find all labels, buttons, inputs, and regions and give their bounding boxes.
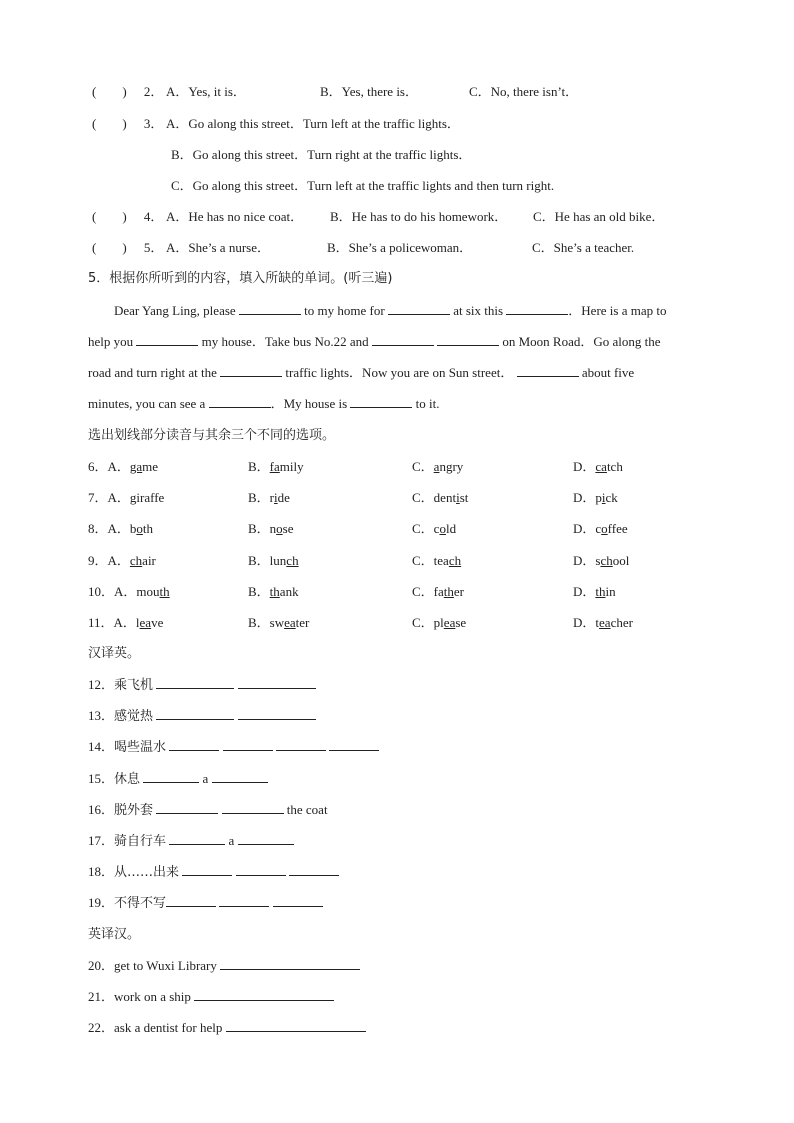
answer-blank[interactable] (289, 863, 339, 876)
question-number: 9．A． (88, 552, 130, 568)
given-word: a (202, 770, 209, 786)
c2e-item (88, 676, 316, 695)
phonics-option-d (573, 552, 629, 570)
word-suffix: ngry (439, 459, 464, 474)
word-suffix: in (605, 583, 616, 599)
phonics-option-b (248, 458, 304, 476)
phonics-option-a (88, 583, 170, 601)
question-2 (88, 83, 246, 101)
word-suffix: th (142, 521, 154, 537)
e2c-item (88, 957, 360, 975)
underlined-letters: th (443, 583, 454, 599)
answer-blank[interactable] (388, 302, 450, 315)
question-number: 14． (88, 739, 115, 755)
chinese-phrase: 从……出来 (114, 865, 180, 881)
phonics-option-d (573, 614, 633, 632)
phonics-option-d (573, 489, 618, 507)
answer-blank[interactable] (222, 801, 284, 814)
underlined-letters: th (159, 583, 170, 599)
word-prefix: B． (248, 583, 270, 599)
underlined-letters: o (276, 521, 283, 537)
c2e-item (88, 738, 379, 757)
phonics-option-c (412, 614, 466, 632)
underlined-letters: fa (269, 459, 280, 474)
word-suffix: tch (606, 459, 623, 474)
c2e-item (88, 707, 316, 726)
underlined-letters: ch (448, 552, 462, 568)
question-4 (88, 208, 303, 226)
passage-line-4: minutes, you can see a ．My house is to it. (88, 396, 440, 411)
underlined-letters: o (136, 521, 143, 537)
word-prefix: D．c (573, 521, 602, 537)
word-prefix: D．t (573, 615, 600, 630)
phonics-option-b (248, 614, 309, 632)
answer-blank[interactable] (350, 395, 412, 408)
answer-blank[interactable] (517, 364, 579, 377)
answer-blank[interactable] (194, 988, 334, 1001)
word-suffix: air (142, 552, 156, 568)
question-2-option-c: C．No, there isn’t． (469, 84, 579, 99)
answer-blank[interactable] (143, 770, 199, 783)
underlined-letters: i (456, 490, 460, 506)
answer-blank[interactable] (372, 333, 434, 346)
word-suffix: me (142, 459, 159, 474)
chinese-phrase: 感觉热 (114, 709, 154, 725)
answer-blank[interactable] (209, 395, 271, 408)
answer-paren: ( ) (92, 116, 127, 131)
answer-blank[interactable] (506, 302, 568, 315)
phonics-option-c (412, 552, 461, 570)
answer-paren: ( ) (92, 84, 127, 99)
question-number: 2． (143, 84, 164, 99)
c2e-item (88, 801, 328, 820)
question-number: 3． (143, 116, 164, 131)
answer-blank[interactable] (169, 832, 225, 845)
question-number: 16． (88, 801, 115, 817)
word-prefix: D．p (573, 490, 602, 506)
chinese-phrase: 脱外套 (114, 802, 154, 818)
underlined-letters: th (595, 583, 606, 599)
c2e-title: 汉译英。 (88, 646, 141, 661)
underlined-letters: ea (443, 615, 456, 630)
phonics-option-c (412, 583, 464, 601)
question-number: 22． (88, 1020, 115, 1036)
question-number: 18． (88, 864, 115, 880)
phonics-option-c (412, 520, 456, 538)
option-a: A．Go along this street．Turn left at the traffic lights． (165, 116, 460, 131)
passage-line-1: Dear Yang Ling, please to my home for at six this ．Here is a map to (114, 303, 667, 318)
word-suffix: ool (612, 552, 630, 568)
word-suffix: iraffe (136, 490, 165, 506)
word-prefix: B． (248, 459, 270, 474)
english-phrase: get to Wuxi Library (114, 958, 217, 973)
answer-blank[interactable] (166, 894, 216, 907)
question-number: 6．A． (88, 459, 130, 474)
phonics-option-b (248, 552, 299, 570)
word-suffix: ter (295, 615, 310, 630)
phonics-option-c (412, 489, 468, 507)
answer-blank[interactable] (236, 863, 286, 876)
word-prefix: C． (412, 459, 434, 474)
word-suffix: er (453, 583, 465, 599)
question-number: 13． (88, 708, 115, 724)
phonics-option-a (88, 489, 164, 507)
option-a: A．She’s a nurse． (165, 240, 270, 255)
question-5-option-c: C．She’s a teacher. (532, 240, 635, 255)
word-prefix: C．fa (412, 583, 444, 599)
word-suffix: de (277, 490, 290, 506)
answer-blank[interactable] (219, 894, 269, 907)
word-prefix: b (129, 521, 137, 537)
english-phrase: work on a ship (114, 989, 191, 1005)
question-number: 7．A． (88, 490, 130, 506)
e2c-item (88, 988, 334, 1006)
chinese-phrase: 乘飞机 (114, 678, 154, 693)
question-number: 17． (88, 833, 115, 848)
phonics-option-b (248, 583, 299, 601)
answer-blank[interactable] (212, 770, 268, 783)
answer-blank[interactable] (136, 333, 198, 346)
underlined-letters: i (601, 490, 606, 506)
question-number: 15． (88, 770, 115, 786)
question-number: 20． (88, 958, 115, 973)
answer-blank[interactable] (226, 1019, 366, 1032)
option-a: A．Yes, it is． (165, 84, 246, 99)
underlined-letters: th (269, 583, 280, 599)
answer-blank[interactable] (156, 801, 218, 814)
given-word: a (228, 833, 235, 848)
phonics-option-a (88, 520, 153, 538)
phonics-option-d (573, 520, 628, 538)
answer-paren: ( ) (92, 209, 127, 224)
word-suffix: ck (605, 490, 618, 506)
question-number: 19． (88, 895, 115, 911)
question-number: 11．A． (88, 615, 136, 630)
word-suffix: mily (279, 459, 304, 474)
question-4-option-c: C．He has an old bike． (533, 209, 665, 224)
chinese-phrase: 喝些温水 (114, 740, 167, 756)
answer-blank[interactable] (169, 738, 219, 751)
phonics-option-b (248, 520, 294, 538)
question-number: 21． (88, 989, 115, 1005)
word-prefix: D． (573, 459, 596, 474)
answer-blank[interactable] (220, 957, 360, 970)
c2e-item (88, 894, 323, 913)
e2c-title: 英译汉。 (88, 927, 141, 942)
underlined-letters: ea (284, 615, 296, 630)
question-3 (88, 115, 460, 133)
option-a: A．He has no nice coat． (165, 209, 304, 224)
word-suffix: cher (610, 615, 633, 630)
question-number: 10．A． (88, 583, 137, 599)
passage-line-3: road and turn right at the traffic lights．Now you are on Sun street． about five (88, 365, 635, 380)
underlined-letters: i (274, 490, 278, 506)
chinese-phrase: 骑自行车 (114, 834, 167, 849)
answer-blank[interactable] (276, 738, 326, 751)
word-prefix: B．n (248, 521, 277, 537)
phonics-option-a (88, 552, 156, 570)
answer-blank[interactable] (329, 738, 379, 751)
word-suffix: ld (445, 521, 457, 537)
question-5-option-b: B．She’s a policewoman． (327, 240, 473, 255)
phonics-option-a (88, 458, 158, 476)
word-prefix: C．tea (412, 552, 449, 568)
word-prefix: mou (136, 583, 160, 599)
underlined-letters: o (601, 521, 608, 537)
word-suffix: ank (279, 583, 299, 599)
question-number: 8．A． (88, 521, 130, 537)
word-prefix: B．lun (248, 552, 287, 568)
underlined-letters: o (439, 521, 446, 537)
underlined-letters: ch (129, 552, 143, 568)
phonics-option-b (248, 489, 290, 507)
phonics-option-d (573, 458, 623, 476)
answer-blank[interactable] (223, 738, 273, 751)
phonics-option-c (412, 458, 463, 476)
chinese-phrase: 休息 (114, 771, 141, 787)
question-4-option-b: B．He has to do his homework． (330, 209, 508, 224)
answer-blank[interactable] (239, 302, 301, 315)
question-number: 12． (88, 677, 115, 692)
passage-line-2: help you my house．Take bus No.22 and on Moon Road．Go along the (88, 334, 661, 349)
word-suffix: se (282, 521, 294, 537)
word-suffix: ve (151, 615, 164, 630)
phonics-option-d (573, 583, 616, 601)
underlined-letters: ga (129, 459, 143, 474)
word-prefix: C．pl (412, 615, 444, 630)
underlined-letters: g (129, 490, 137, 506)
underlined-letters: ea (599, 615, 611, 630)
answer-blank[interactable] (182, 863, 232, 876)
question-3-option-b: B．Go along this street．Turn right at the traffic lights． (171, 147, 472, 162)
section-5-title: 5．根据你所听到的内容，填入所缺的单词。(听三遍) (88, 271, 393, 286)
e2c-item (88, 1019, 366, 1037)
c2e-item (88, 832, 294, 851)
question-2-option-b: B．Yes, there is． (320, 84, 418, 99)
word-suffix: ffee (607, 521, 628, 537)
question-5 (88, 239, 270, 257)
c2e-item (88, 770, 268, 789)
word-prefix: D． (573, 583, 596, 599)
word-suffix: se (455, 615, 467, 630)
word-prefix: D．s (573, 552, 601, 568)
chinese-phrase: 不得不写 (114, 896, 167, 912)
underlined-letters: a (433, 459, 440, 474)
phonics-option-a (88, 614, 163, 632)
c2e-item (88, 863, 339, 882)
english-phrase: ask a dentist for help (114, 1020, 223, 1036)
word-prefix: B．r (248, 490, 275, 506)
word-suffix: st (459, 490, 469, 506)
question-3-option-c: C．Go along this street．Turn left at the traffic lights and then turn right. (171, 178, 555, 193)
word-prefix: C．dent (412, 490, 457, 506)
answer-blank[interactable] (437, 333, 499, 346)
answer-blank[interactable] (273, 894, 323, 907)
underlined-letters: ch (600, 552, 613, 568)
word-prefix: l (135, 615, 140, 630)
answer-blank[interactable] (220, 364, 282, 377)
answer-blank[interactable] (156, 707, 234, 720)
answer-paren: ( ) (92, 240, 127, 255)
question-number: 4． (143, 209, 164, 224)
word-prefix: C．c (412, 521, 440, 537)
answer-blank[interactable] (238, 707, 316, 720)
word-prefix: B．sw (248, 615, 285, 630)
question-number: 5． (143, 240, 164, 255)
underlined-letters: ea (139, 615, 152, 630)
phonics-title: 选出划线部分读音与其余三个不同的选项。 (88, 428, 336, 443)
answer-blank[interactable] (156, 676, 234, 689)
given-word: the coat (286, 801, 328, 817)
underlined-letters: ca (595, 459, 607, 474)
answer-blank[interactable] (238, 676, 316, 689)
underlined-letters: ch (286, 552, 299, 568)
answer-blank[interactable] (238, 832, 294, 845)
